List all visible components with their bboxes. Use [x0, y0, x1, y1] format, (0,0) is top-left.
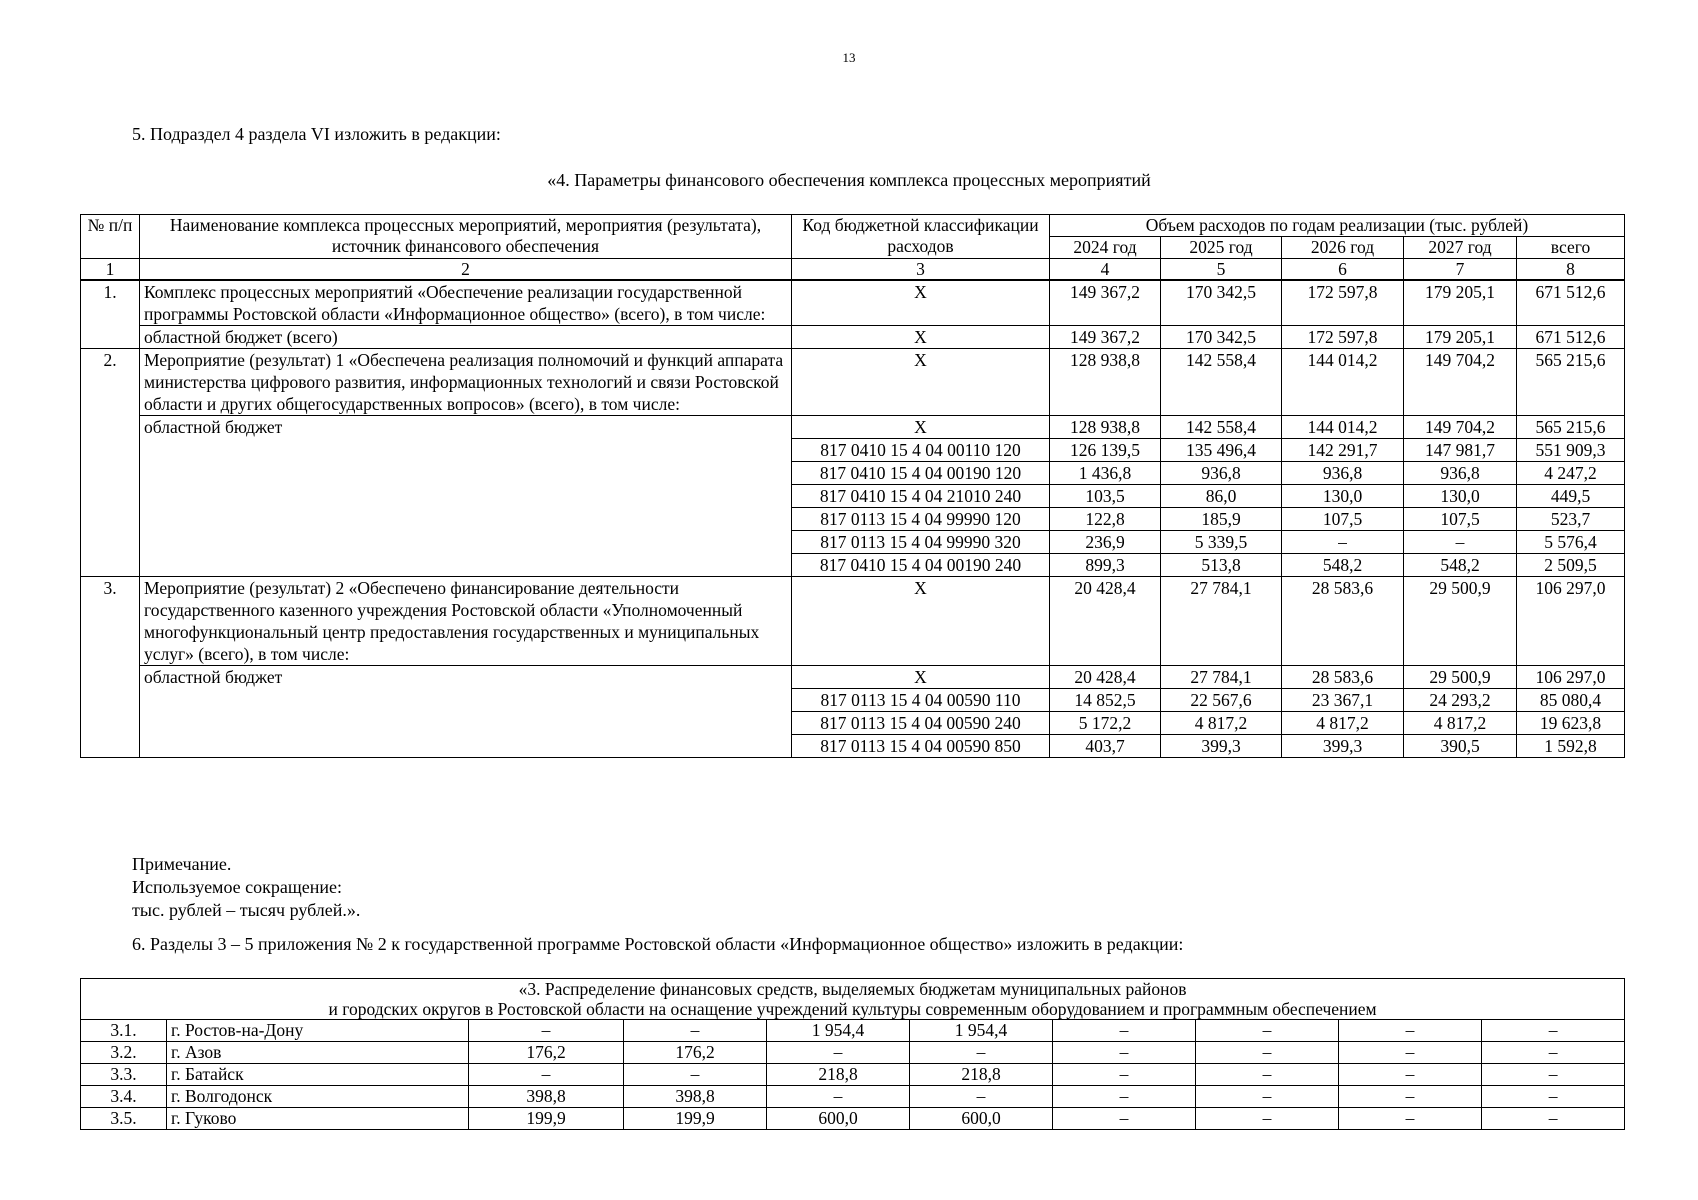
table-cell: –: [469, 1020, 624, 1042]
header-name: Наименование комплекса процессных мероприятий, мероприятия (результата), источник финансового обеспечения: [140, 215, 792, 259]
row-name: областной бюджет: [140, 666, 792, 758]
value-2027: 29 500,9: [1404, 666, 1517, 689]
table-cell: 1 954,4: [910, 1020, 1053, 1042]
table-cell: –: [624, 1020, 767, 1042]
table-cell: –: [1053, 1086, 1196, 1108]
table-row: [81, 1108, 1625, 1130]
column-numbers-row: [81, 259, 1625, 281]
value-2027: 147 981,7: [1404, 439, 1517, 462]
value-total: 19 623,8: [1517, 712, 1625, 735]
value-2027: 24 293,2: [1404, 689, 1517, 712]
row-num: 1.: [81, 280, 140, 349]
table-cell: 600,0: [910, 1108, 1053, 1130]
value-2024: 122,8: [1050, 508, 1161, 531]
header-volume: Объем расходов по годам реализации (тыс. рублей): [1050, 215, 1625, 237]
value-2027: 4 817,2: [1404, 712, 1517, 735]
value-total: 449,5: [1517, 485, 1625, 508]
row-code: X: [792, 326, 1050, 349]
row-num: 3.5.: [81, 1108, 167, 1130]
table-row: [81, 349, 1625, 416]
header-total: всего: [1517, 237, 1625, 259]
value-2024: 1 436,8: [1050, 462, 1161, 485]
value-2025: 4 817,2: [1161, 712, 1282, 735]
value-2025: 22 567,6: [1161, 689, 1282, 712]
table-cell: –: [624, 1064, 767, 1086]
row-name: областной бюджет (всего): [140, 326, 792, 349]
value-2027: 149 704,2: [1404, 349, 1517, 416]
value-2026: 107,5: [1282, 508, 1404, 531]
header-year-2026: 2026 год: [1282, 237, 1404, 259]
table-cell: 398,8: [624, 1086, 767, 1108]
value-2027: 107,5: [1404, 508, 1517, 531]
table-row: [81, 577, 1625, 666]
page-number: 13: [842, 50, 856, 65]
value-2027: 179 205,1: [1404, 326, 1517, 349]
city-name: г. Гуково: [167, 1108, 469, 1130]
value-2025: 170 342,5: [1161, 280, 1282, 326]
row-num: 2.: [81, 349, 140, 577]
table-cell: –: [1053, 1108, 1196, 1130]
value-2025: 135 496,4: [1161, 439, 1282, 462]
table-cell: –: [1482, 1108, 1625, 1130]
value-2024: 20 428,4: [1050, 577, 1161, 666]
row-code: X: [792, 349, 1050, 416]
city-name: г. Волгодонск: [167, 1086, 469, 1108]
column-number: 1: [81, 259, 140, 281]
value-2024: 899,3: [1050, 554, 1161, 577]
table-title: [81, 979, 1625, 1020]
value-2027: 149 704,2: [1404, 416, 1517, 439]
value-2025: 5 339,5: [1161, 531, 1282, 554]
table-cell: –: [767, 1042, 910, 1064]
table-cell: –: [1339, 1020, 1482, 1042]
value-2027: –: [1404, 531, 1517, 554]
table-cell: –: [910, 1086, 1053, 1108]
table-cell: –: [1196, 1020, 1339, 1042]
row-code: 817 0113 15 4 04 99990 120: [792, 508, 1050, 531]
value-2026: 28 583,6: [1282, 666, 1404, 689]
row-code: 817 0113 15 4 04 00590 110: [792, 689, 1050, 712]
value-total: 4 247,2: [1517, 462, 1625, 485]
table-row: [81, 1086, 1625, 1108]
header-code: Код бюджетной классификации расходов: [792, 215, 1050, 259]
value-2024: 128 938,8: [1050, 349, 1161, 416]
value-total: 5 576,4: [1517, 531, 1625, 554]
table-cell: –: [1482, 1042, 1625, 1064]
header-year-2024: 2024 год: [1050, 237, 1161, 259]
table-cell: –: [1196, 1042, 1339, 1064]
value-2024: 149 367,2: [1050, 280, 1161, 326]
table-row: [81, 666, 1625, 689]
column-number: 8: [1517, 259, 1625, 281]
table-cell: 600,0: [767, 1108, 910, 1130]
value-total: 565 215,6: [1517, 416, 1625, 439]
column-number: 6: [1282, 259, 1404, 281]
table-row: [81, 416, 1625, 439]
table-title-row: [81, 979, 1625, 1020]
value-2026: 172 597,8: [1282, 280, 1404, 326]
table-cell: 218,8: [910, 1064, 1053, 1086]
value-total: 1 592,8: [1517, 735, 1625, 758]
table-cell: 176,2: [624, 1042, 767, 1064]
value-2025: 170 342,5: [1161, 326, 1282, 349]
table-cell: –: [1482, 1020, 1625, 1042]
row-code: 817 0410 15 4 04 21010 240: [792, 485, 1050, 508]
value-2025: 142 558,4: [1161, 416, 1282, 439]
header-year-2027: 2027 год: [1404, 237, 1517, 259]
table-cell: –: [1339, 1042, 1482, 1064]
value-2024: 20 428,4: [1050, 666, 1161, 689]
column-number: 5: [1161, 259, 1282, 281]
table-cell: 398,8: [469, 1086, 624, 1108]
distribution-table: [80, 978, 1625, 1130]
value-2024: 236,9: [1050, 531, 1161, 554]
row-name: Мероприятие (результат) 2 «Обеспечено финансирование деятельности государственного казенного учреждения Ростовской области «Уполномоченный многофункциональный центр предоставления государственных и муниципальных услуг» (всего), в том числе:: [140, 577, 792, 666]
value-total: 106 297,0: [1517, 666, 1625, 689]
table-cell: –: [1196, 1064, 1339, 1086]
value-2024: 14 852,5: [1050, 689, 1161, 712]
note-line: Используемое сокращение:: [132, 877, 342, 897]
value-total: 671 512,6: [1517, 280, 1625, 326]
row-code: 817 0113 15 4 04 99990 320: [792, 531, 1050, 554]
table-cell: –: [1053, 1020, 1196, 1042]
section-heading: «4. Параметры финансового обеспечения комплекса процессных мероприятий: [547, 170, 1151, 190]
city-name: г. Ростов-на-Дону: [167, 1020, 469, 1042]
value-2026: 28 583,6: [1282, 577, 1404, 666]
value-2024: 103,5: [1050, 485, 1161, 508]
note: [132, 853, 360, 922]
value-2026: 23 367,1: [1282, 689, 1404, 712]
value-2027: 130,0: [1404, 485, 1517, 508]
value-2027: 29 500,9: [1404, 577, 1517, 666]
table-cell: –: [1339, 1064, 1482, 1086]
value-2025: 936,8: [1161, 462, 1282, 485]
value-total: 85 080,4: [1517, 689, 1625, 712]
table-cell: –: [1339, 1086, 1482, 1108]
row-code: X: [792, 280, 1050, 326]
table-cell: –: [1196, 1108, 1339, 1130]
intro-paragraph-2: 6. Разделы 3 – 5 приложения № 2 к государственной программе Ростовской области «Информационное общество» изложить в редакции:: [132, 934, 1184, 954]
table-row: [81, 1042, 1625, 1064]
value-total: 565 215,6: [1517, 349, 1625, 416]
row-code: X: [792, 577, 1050, 666]
value-2026: 399,3: [1282, 735, 1404, 758]
row-code: 817 0410 15 4 04 00190 120: [792, 462, 1050, 485]
row-code: 817 0410 15 4 04 00110 120: [792, 439, 1050, 462]
table-title-line: «3. Распределение финансовых средств, выделяемых бюджетам муниципальных районов: [518, 979, 1187, 999]
value-2027: 936,8: [1404, 462, 1517, 485]
column-number: 2: [140, 259, 792, 281]
value-2026: 548,2: [1282, 554, 1404, 577]
note-title: Примечание.: [132, 854, 232, 874]
table-cell: –: [1053, 1064, 1196, 1086]
table-cell: –: [1339, 1108, 1482, 1130]
table-cell: –: [1482, 1064, 1625, 1086]
value-2026: 4 817,2: [1282, 712, 1404, 735]
value-total: 551 909,3: [1517, 439, 1625, 462]
value-2026: 144 014,2: [1282, 349, 1404, 416]
note-line: тыс. рублей – тысяч рублей.».: [132, 900, 361, 920]
value-2024: 128 938,8: [1050, 416, 1161, 439]
city-name: г. Азов: [167, 1042, 469, 1064]
table-cell: 199,9: [469, 1108, 624, 1130]
table-cell: –: [1482, 1086, 1625, 1108]
table-row: [81, 280, 1625, 326]
value-2025: 86,0: [1161, 485, 1282, 508]
value-2026: 142 291,7: [1282, 439, 1404, 462]
row-code: X: [792, 416, 1050, 439]
column-number: 4: [1050, 259, 1161, 281]
table-cell: 199,9: [624, 1108, 767, 1130]
table-cell: 1 954,4: [767, 1020, 910, 1042]
value-2026: 172 597,8: [1282, 326, 1404, 349]
header-num: № п/п: [81, 215, 140, 259]
value-2025: 27 784,1: [1161, 666, 1282, 689]
header-year-2025: 2025 год: [1161, 237, 1282, 259]
row-num: 3.1.: [81, 1020, 167, 1042]
row-name: областной бюджет: [140, 416, 792, 577]
value-2026: –: [1282, 531, 1404, 554]
value-2024: 149 367,2: [1050, 326, 1161, 349]
value-2026: 130,0: [1282, 485, 1404, 508]
value-total: 2 509,5: [1517, 554, 1625, 577]
value-2024: 126 139,5: [1050, 439, 1161, 462]
value-2027: 179 205,1: [1404, 280, 1517, 326]
row-num: 3.3.: [81, 1064, 167, 1086]
table-row: [81, 1020, 1625, 1042]
table-cell: –: [1196, 1086, 1339, 1108]
table-cell: –: [910, 1042, 1053, 1064]
value-2026: 144 014,2: [1282, 416, 1404, 439]
value-2026: 936,8: [1282, 462, 1404, 485]
row-code: 817 0113 15 4 04 00590 850: [792, 735, 1050, 758]
row-num: 3.2.: [81, 1042, 167, 1064]
row-code: 817 0113 15 4 04 00590 240: [792, 712, 1050, 735]
value-total: 106 297,0: [1517, 577, 1625, 666]
column-number: 3: [792, 259, 1050, 281]
column-number: 7: [1404, 259, 1517, 281]
table-cell: 218,8: [767, 1064, 910, 1086]
value-2024: 5 172,2: [1050, 712, 1161, 735]
value-2025: 185,9: [1161, 508, 1282, 531]
value-2025: 142 558,4: [1161, 349, 1282, 416]
value-total: 671 512,6: [1517, 326, 1625, 349]
table-title-line: и городских округов в Ростовской области на оснащение учреждений культуры современным оборудованием и программным обеспечением: [328, 999, 1377, 1019]
value-2027: 548,2: [1404, 554, 1517, 577]
table-cell: –: [469, 1064, 624, 1086]
row-code: X: [792, 666, 1050, 689]
row-code: 817 0410 15 4 04 00190 240: [792, 554, 1050, 577]
row-name: Мероприятие (результат) 1 «Обеспечена реализация полномочий и функций аппарата министерства цифрового развития, информационных технологий и связи Ростовской области и других общегосударственных вопросов» (всего), в том числе:: [140, 349, 792, 416]
value-2024: 403,7: [1050, 735, 1161, 758]
financing-table: [80, 214, 1625, 758]
value-2025: 27 784,1: [1161, 577, 1282, 666]
value-2027: 390,5: [1404, 735, 1517, 758]
table-cell: 176,2: [469, 1042, 624, 1064]
intro-paragraph: 5. Подраздел 4 раздела VI изложить в редакции:: [132, 124, 501, 144]
row-num: 3.4.: [81, 1086, 167, 1108]
row-name: Комплекс процессных мероприятий «Обеспечение реализации государственной программы Ростовской области «Информационное общество» (всего), в том числе:: [140, 280, 792, 326]
value-2025: 399,3: [1161, 735, 1282, 758]
city-name: г. Батайск: [167, 1064, 469, 1086]
table-row: [81, 326, 1625, 349]
table-row: [81, 1064, 1625, 1086]
row-num: 3.: [81, 577, 140, 758]
value-total: 523,7: [1517, 508, 1625, 531]
value-2025: 513,8: [1161, 554, 1282, 577]
table-cell: –: [767, 1086, 910, 1108]
table-cell: –: [1053, 1042, 1196, 1064]
